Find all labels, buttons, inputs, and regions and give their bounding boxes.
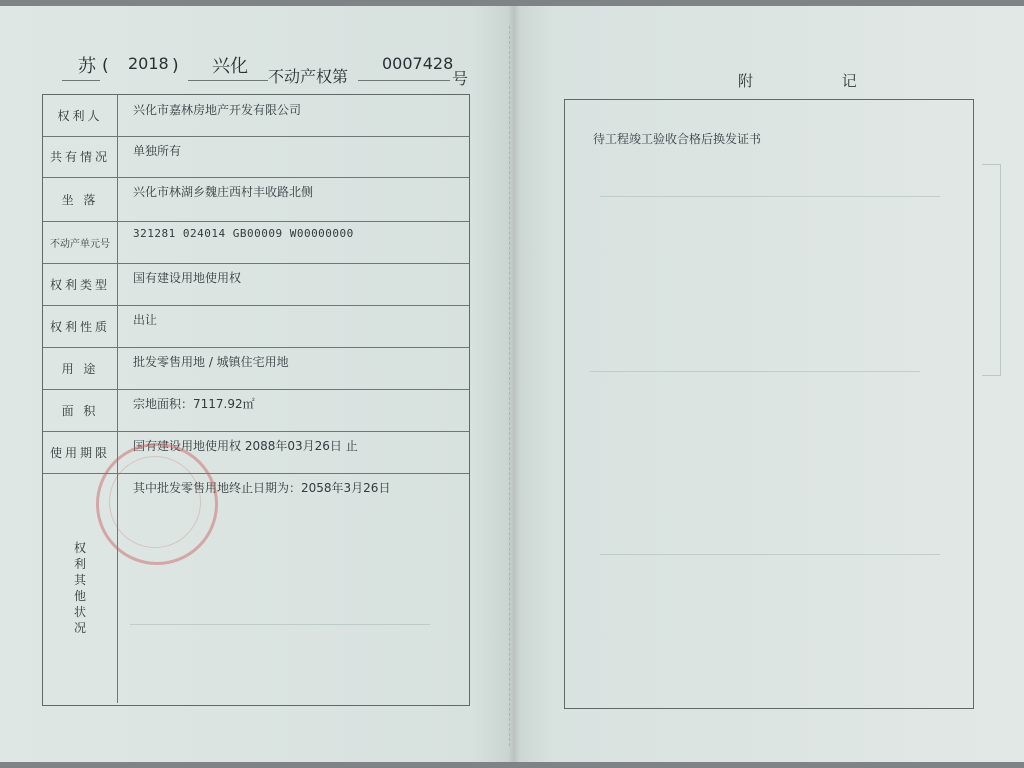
row-label: 不动产单元号: [43, 221, 118, 263]
bleed-through-line: [590, 371, 920, 372]
table-row: [43, 347, 469, 390]
row-label: 共有情况: [43, 136, 118, 177]
bleed-through-line: [600, 554, 940, 555]
row-label: 用 途: [43, 347, 118, 389]
label-char: 权: [73, 541, 86, 555]
certificate-book: [0, 6, 1024, 762]
table-row: [43, 136, 469, 178]
row-value: 批发零售用地 / 城镇住宅用地: [133, 355, 289, 369]
label-char: 利: [73, 557, 86, 571]
table-row: [43, 95, 469, 137]
table-row: [43, 221, 469, 264]
header-year: 2018: [128, 54, 169, 73]
table-row: [43, 389, 469, 432]
header-underline: [358, 80, 450, 81]
row-value: 其中批发零售用地终止日期为：2058年3月26日: [133, 481, 391, 495]
bleed-through-mark: [982, 164, 1001, 376]
row-label: 面 积: [43, 389, 118, 431]
header-underline: [62, 80, 100, 81]
header-cert-number: 0007428: [382, 54, 454, 73]
rights-table: [42, 94, 470, 706]
row-label: 坐 落: [43, 177, 118, 221]
row-label: 使用期限: [43, 431, 118, 473]
header-province: 苏: [78, 56, 96, 77]
row-value: 国有建设用地使用权: [133, 271, 242, 285]
table-row: [43, 305, 469, 348]
row-value: 兴化市林湖乡魏庄西村丰收路北侧: [133, 185, 314, 199]
header-cert-prefix: 不动产权第: [268, 67, 349, 86]
bleed-through-line: [600, 196, 940, 197]
header-underline: [188, 80, 268, 81]
notes-box: [564, 99, 974, 709]
row-label: 权利人: [43, 95, 118, 136]
row-value: 兴化市嘉林房地产开发有限公司: [133, 103, 302, 117]
table-row: [43, 263, 469, 306]
header-paren-right: ): [172, 56, 179, 76]
label-char: 况: [73, 621, 86, 635]
label-char: 他: [73, 589, 86, 603]
row-value: 出让: [133, 313, 158, 327]
notes-title: 附 记: [738, 72, 899, 90]
left-page: [0, 6, 512, 762]
label-char: 其: [73, 573, 86, 587]
notes-text: 待工程竣工验收合格后换发证书: [593, 132, 762, 146]
bleed-through-line: [130, 624, 430, 625]
red-seal-stamp: [96, 443, 218, 565]
table-row: [43, 177, 469, 222]
header-suffix: 号: [452, 69, 469, 88]
row-value: 单独所有: [133, 144, 182, 158]
header-paren-left: (: [102, 56, 109, 76]
row-label: 权利类型: [43, 263, 118, 305]
row-value: 321281 024014 GB00009 W00000000: [133, 227, 354, 240]
header-city: 兴化: [212, 56, 248, 77]
row-label: 权利性质: [43, 305, 118, 347]
label-char: 状: [73, 605, 86, 619]
spine-stitching: [509, 26, 510, 746]
certificate-header: [62, 46, 482, 88]
row-value: 宗地面积：7117.92㎡: [133, 397, 255, 411]
row-value: 国有建设用地使用权 2088年03月26日 止: [133, 439, 358, 453]
